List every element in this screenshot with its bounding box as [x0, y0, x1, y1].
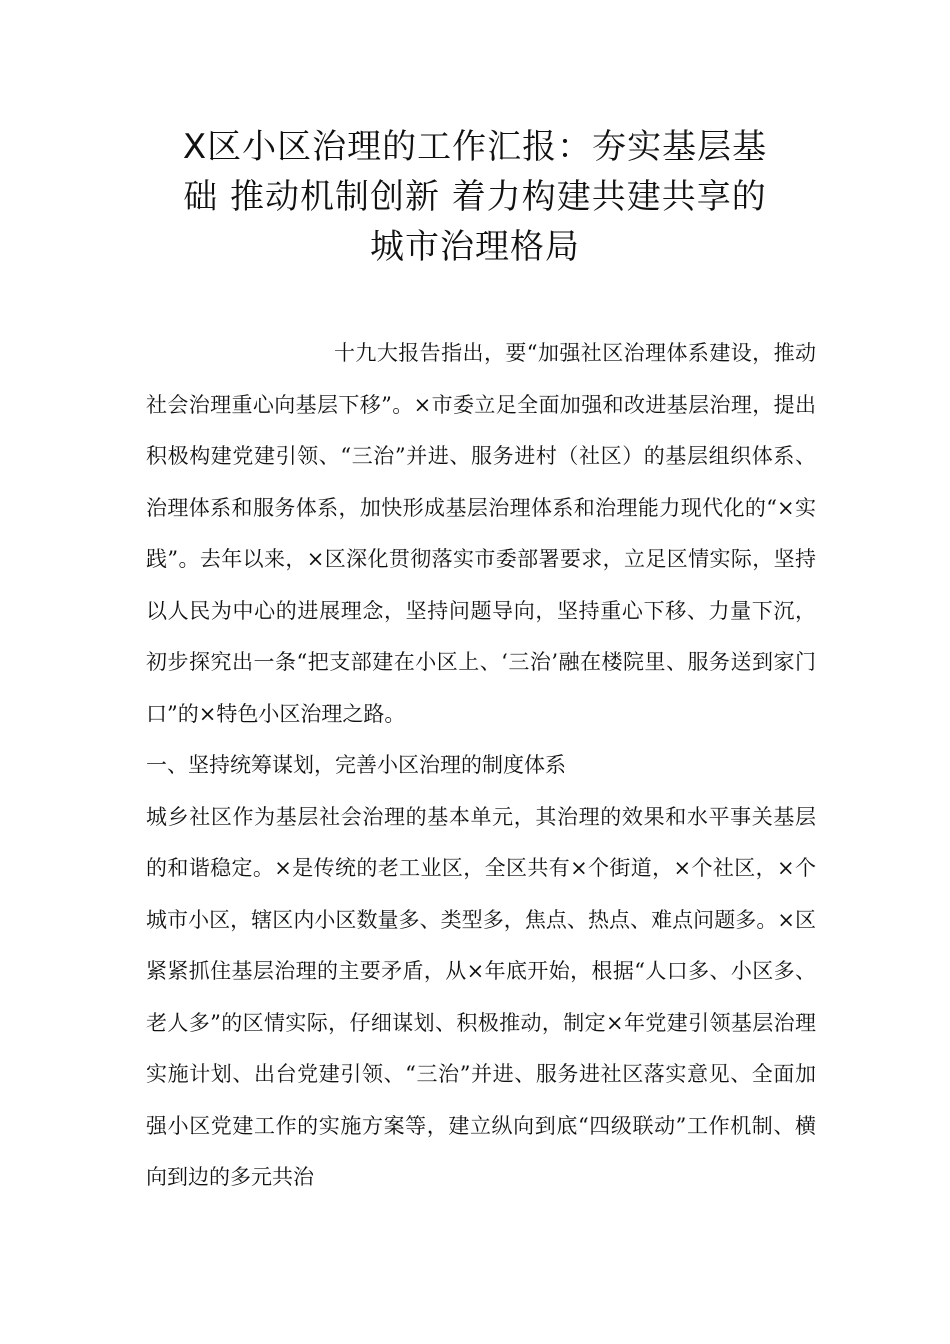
- title-line-3: 城市治理格局: [370, 227, 580, 267]
- section-heading-1: 一、坚持统筹谋划，完善小区治理的制度体系: [146, 753, 566, 777]
- document-title: [140, 122, 810, 272]
- title-line-1: X区小区治理的工作汇报：夯实基层基: [182, 127, 768, 167]
- document-body: [146, 328, 816, 1204]
- intro-paragraph: 十九大报告指出，要“加强社区治理体系建设，推动社会治理重心向基层下移”。×市委立足全面加强和改进基层治理，提出积极构建党建引领、“三治”并进、服务进村（社区）的基层组织体系、治理体系和服务体系，加快形成基层治理体系和治理能力现代化的“×实践”。去年以来，×区深化贯彻落实市委部署要求，立足区情实际，坚持以人民为中心的进展理念，坚持问题导向，坚持重心下移、力量下沉，初步探究出一条“把支部建在小区上、‘三治’融在楼院里、服务送到家门口”的×特色小区治理之路。: [146, 341, 816, 726]
- section-1-paragraph: 城乡社区作为基层社会治理的基本单元，其治理的效果和水平事关基层的和谐稳定。×是传统的老工业区，全区共有×个街道，×个社区，×个城市小区，辖区内小区数量多、类型多，焦点、热点、难点问题多。×区紧紧抓住基层治理的主要矛盾，从×年底开始，根据“人口多、小区多、老人多”的区情实际，仔细谋划、积极推动，制定×年党建引领基层治理实施计划、出台党建引领、“三治”并进、服务进社区落实意见、全面加强小区党建工作的实施方案等，建立纵向到底“四级联动”工作机制、横向到边的多元共治: [146, 804, 816, 1189]
- title-line-2: 础 推动机制创新 着力构建共建共享的: [183, 177, 767, 217]
